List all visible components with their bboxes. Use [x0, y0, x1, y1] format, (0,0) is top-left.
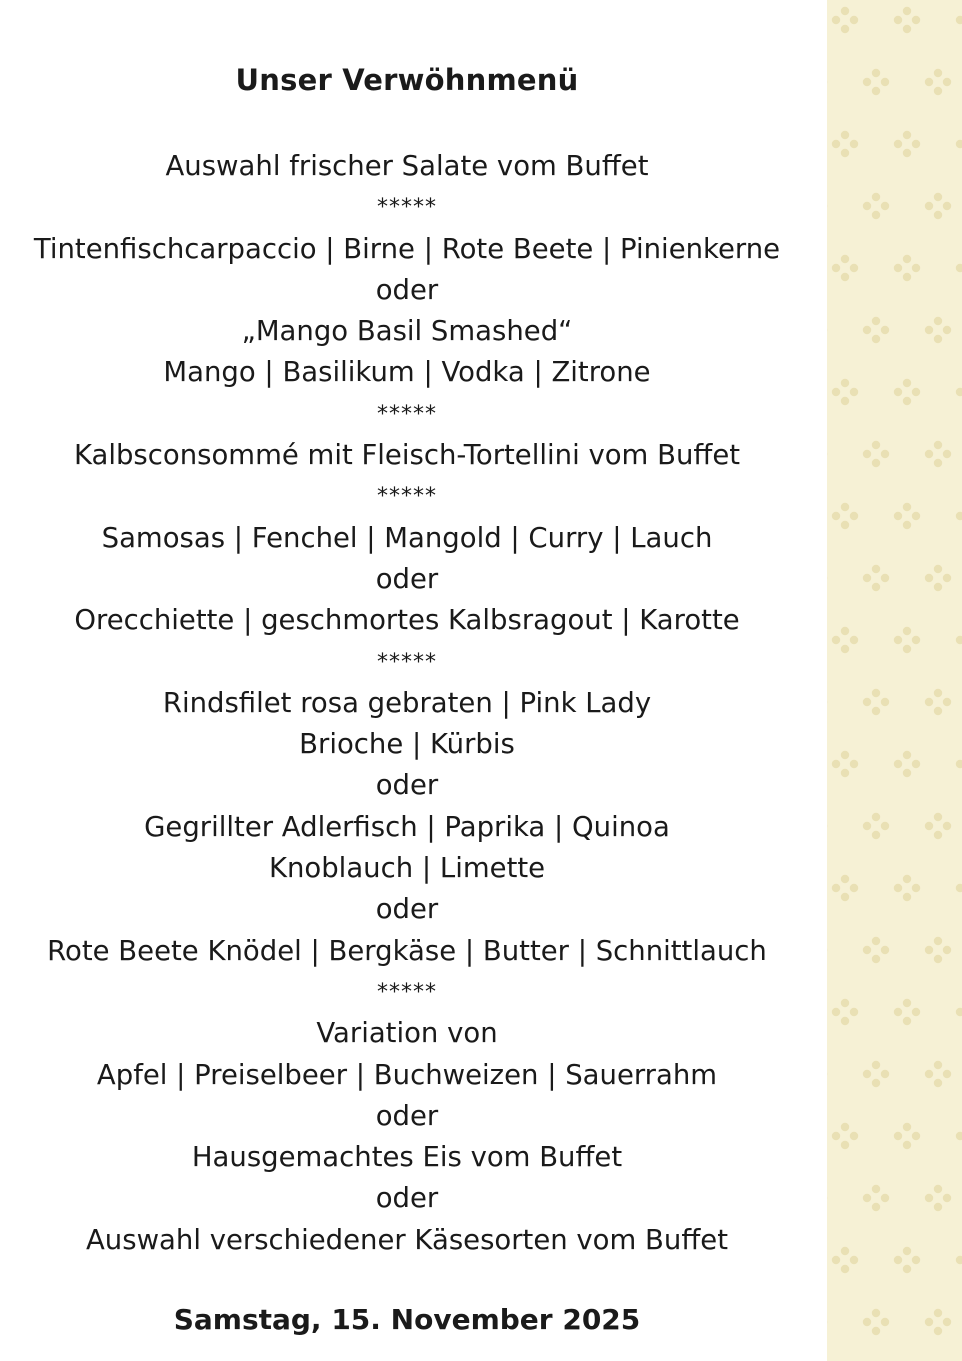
menu-line: Kalbsconsommé mit Fleisch-Tortellini vom Buffet — [73, 439, 741, 472]
pattern-dot — [894, 16, 902, 24]
pattern-dot — [934, 1185, 942, 1193]
pattern-dot — [832, 512, 840, 520]
pattern-dot — [903, 751, 911, 759]
menu-line: Mango | Basilikum | Vodka | Zitrone — [163, 356, 651, 389]
pattern-dot — [863, 326, 871, 334]
pattern-dot — [943, 202, 951, 210]
pattern-dot — [850, 884, 858, 892]
pattern-dot — [832, 636, 840, 644]
pattern-dot — [872, 1309, 880, 1317]
pattern-dot — [894, 636, 902, 644]
pattern-dot — [943, 822, 951, 830]
pattern-dot — [925, 946, 933, 954]
pattern-dot — [894, 388, 902, 396]
pattern-dot — [872, 69, 880, 77]
pattern-dot — [881, 946, 889, 954]
pattern-dot — [850, 140, 858, 148]
pattern-dot — [841, 1141, 849, 1149]
pattern-dot — [912, 388, 920, 396]
pattern-dot — [956, 1132, 962, 1140]
pattern-dot — [832, 16, 840, 24]
pattern-dot — [925, 698, 933, 706]
menu-line: Apfel | Preiselbeer | Buchweizen | Sauerrahm — [96, 1058, 718, 1091]
course-separator: ***** — [377, 195, 437, 221]
pattern-dot — [850, 512, 858, 520]
pattern-dot — [934, 955, 942, 963]
pattern-dot — [943, 574, 951, 582]
pattern-dot — [841, 131, 849, 139]
pattern-dot — [934, 689, 942, 697]
pattern-dot — [872, 87, 880, 95]
pattern-dot — [903, 1123, 911, 1131]
pattern-dot — [934, 1061, 942, 1069]
pattern-dot — [943, 1318, 951, 1326]
pattern-dot — [872, 211, 880, 219]
pattern-dot — [943, 326, 951, 334]
pattern-dot — [863, 78, 871, 86]
course-separator: ***** — [377, 649, 437, 675]
pattern-dot — [863, 946, 871, 954]
pattern-dot — [934, 1309, 942, 1317]
decorative-pattern-strip — [827, 0, 962, 1361]
pattern-dot — [903, 893, 911, 901]
menu-line: Hausgemachtes Eis vom Buffet — [191, 1141, 623, 1174]
pattern-dot — [872, 335, 880, 343]
pattern-dot — [863, 698, 871, 706]
pattern-dot — [934, 565, 942, 573]
pattern-dot — [925, 1318, 933, 1326]
pattern-dot — [912, 1256, 920, 1264]
course-separator: ***** — [377, 979, 437, 1005]
pattern-dot — [956, 884, 962, 892]
pattern-dot — [841, 379, 849, 387]
pattern-dot — [841, 1247, 849, 1255]
pattern-dot — [903, 1265, 911, 1273]
pattern-dot — [903, 397, 911, 405]
pattern-dot — [894, 884, 902, 892]
pattern-dot — [912, 264, 920, 272]
pattern-dot — [841, 769, 849, 777]
pattern-dot — [841, 893, 849, 901]
pattern-dot — [956, 636, 962, 644]
alternative-divider: oder — [375, 273, 439, 306]
pattern-dot — [872, 831, 880, 839]
pattern-dot — [872, 937, 880, 945]
pattern-dot — [912, 884, 920, 892]
pattern-dot — [956, 16, 962, 24]
pattern-dot — [925, 1194, 933, 1202]
pattern-dot — [872, 193, 880, 201]
pattern-dot — [903, 1141, 911, 1149]
pattern-dot — [872, 689, 880, 697]
pattern-dot — [903, 25, 911, 33]
pattern-dot — [881, 1194, 889, 1202]
pattern-dot — [881, 698, 889, 706]
pattern-dot — [841, 751, 849, 759]
pattern-dot — [872, 565, 880, 573]
pattern-dot — [903, 627, 911, 635]
pattern-dot — [943, 698, 951, 706]
pattern-dot — [934, 1079, 942, 1087]
pattern-dot — [934, 831, 942, 839]
pattern-dot — [903, 1247, 911, 1255]
pattern-dot — [841, 255, 849, 263]
pattern-dot — [894, 264, 902, 272]
pattern-dot — [912, 16, 920, 24]
pattern-dot — [872, 1079, 880, 1087]
pattern-dot — [894, 1132, 902, 1140]
alternative-divider: oder — [375, 1099, 439, 1132]
menu-items — [0, 146, 814, 1261]
pattern-dot — [872, 317, 880, 325]
pattern-dot — [903, 149, 911, 157]
pattern-dot — [881, 822, 889, 830]
pattern-dot — [934, 193, 942, 201]
pattern-dot — [934, 707, 942, 715]
pattern-dot — [841, 1123, 849, 1131]
pattern-dot — [881, 202, 889, 210]
pattern-dot — [934, 317, 942, 325]
pattern-dot — [872, 1203, 880, 1211]
alternative-divider: oder — [375, 1182, 439, 1215]
menu-line: Auswahl verschiedener Käsesorten vom Buffet — [86, 1223, 728, 1256]
pattern-dot — [912, 140, 920, 148]
pattern-dot — [912, 512, 920, 520]
pattern-dot — [903, 379, 911, 387]
pattern-dot — [841, 25, 849, 33]
pattern-dot — [872, 1061, 880, 1069]
menu-title: Unser Verwöhnmenü — [235, 63, 579, 97]
pattern-dot — [872, 813, 880, 821]
course-separator: ***** — [377, 484, 437, 510]
course-separator: ***** — [377, 401, 437, 427]
pattern-dot — [841, 397, 849, 405]
alternative-divider: oder — [375, 562, 439, 595]
pattern-dot — [841, 521, 849, 529]
pattern-dot — [925, 574, 933, 582]
pattern-dot — [832, 1008, 840, 1016]
pattern-dot — [925, 450, 933, 458]
pattern-dot — [925, 202, 933, 210]
pattern-dot — [832, 1132, 840, 1140]
pattern-dot — [956, 512, 962, 520]
menu-line: Knoblauch | Limette — [268, 852, 546, 885]
pattern-dot — [881, 574, 889, 582]
pattern-dot — [903, 273, 911, 281]
pattern-dot — [956, 760, 962, 768]
pattern-dot — [903, 769, 911, 777]
pattern-dot — [841, 503, 849, 511]
pattern-dot — [903, 7, 911, 15]
pattern-dot — [863, 450, 871, 458]
pattern-dot — [894, 512, 902, 520]
pattern-dot — [832, 884, 840, 892]
pattern-dot — [925, 1070, 933, 1078]
pattern-dot — [841, 999, 849, 1007]
pattern-dot — [863, 822, 871, 830]
pattern-dot — [841, 1265, 849, 1273]
pattern-dot — [863, 574, 871, 582]
pattern-dot — [934, 937, 942, 945]
pattern-dot — [863, 1194, 871, 1202]
menu-date: Samstag, 15. November 2025 — [173, 1303, 641, 1336]
pattern-dot — [841, 627, 849, 635]
alternative-divider: oder — [375, 893, 439, 926]
pattern-dot — [956, 140, 962, 148]
menu-line: „Mango Basil Smashed“ — [241, 315, 573, 348]
pattern-dot — [881, 450, 889, 458]
pattern-dot — [934, 335, 942, 343]
pattern-dot — [850, 1256, 858, 1264]
pattern-dot — [934, 459, 942, 467]
menu-line: Samosas | Fenchel | Mangold | Curry | Lauch — [101, 521, 713, 554]
pattern-dot — [934, 1327, 942, 1335]
pattern-dot — [903, 1017, 911, 1025]
pattern-dot — [832, 140, 840, 148]
menu-line: Rote Beete Knödel | Bergkäse | Butter | Schnittlauch — [47, 934, 767, 967]
pattern-dot — [841, 149, 849, 157]
menu-line: Gegrillter Adlerfisch | Paprika | Quinoa — [144, 810, 670, 843]
pattern-dot — [934, 813, 942, 821]
pattern-dot — [912, 1132, 920, 1140]
pattern-dot — [894, 760, 902, 768]
pattern-dot — [881, 1070, 889, 1078]
pattern-dot — [903, 999, 911, 1007]
pattern-dot — [903, 131, 911, 139]
pattern-dot — [881, 1318, 889, 1326]
pattern-dot — [850, 1008, 858, 1016]
pattern-dot — [912, 1008, 920, 1016]
pattern-dot — [934, 583, 942, 591]
pattern-dot — [903, 645, 911, 653]
pattern-dot — [832, 264, 840, 272]
pattern-dot — [832, 388, 840, 396]
pattern-dot — [841, 7, 849, 15]
pattern-dot — [956, 1256, 962, 1264]
pattern-dot — [872, 459, 880, 467]
pattern-dot — [894, 140, 902, 148]
pattern-dot — [841, 875, 849, 883]
pattern-dot — [881, 326, 889, 334]
pattern-dot — [925, 326, 933, 334]
pattern-dot — [863, 1070, 871, 1078]
pattern-dot — [943, 1194, 951, 1202]
pattern-dot — [903, 521, 911, 529]
pattern-dot — [841, 1017, 849, 1025]
menu-line: Variation von — [316, 1017, 498, 1050]
menu-line: Brioche | Kürbis — [299, 728, 515, 761]
pattern-dot — [956, 264, 962, 272]
pattern-dot — [912, 636, 920, 644]
pattern-dot — [850, 760, 858, 768]
pattern-dot — [956, 388, 962, 396]
menu-line: Rindsfilet rosa gebraten | Pink Lady — [162, 686, 652, 719]
menu-line: Orecchiette | geschmortes Kalbsragout | Karotte — [74, 604, 740, 637]
pattern-dot — [881, 78, 889, 86]
pattern-dot — [872, 1185, 880, 1193]
pattern-dot — [850, 264, 858, 272]
pattern-dot — [934, 69, 942, 77]
pattern-dot — [903, 875, 911, 883]
pattern-dot — [863, 1318, 871, 1326]
pattern-dot — [841, 645, 849, 653]
pattern-dot — [934, 87, 942, 95]
pattern-dot — [850, 16, 858, 24]
pattern-dot — [903, 503, 911, 511]
pattern-dot — [903, 255, 911, 263]
pattern-dot — [850, 1132, 858, 1140]
pattern-dot — [841, 273, 849, 281]
pattern-dot — [872, 1327, 880, 1335]
menu-line: Auswahl frischer Salate vom Buffet — [165, 150, 649, 182]
pattern-dot — [894, 1008, 902, 1016]
pattern-dot — [863, 202, 871, 210]
pattern-dot — [934, 1203, 942, 1211]
pattern-dot — [925, 822, 933, 830]
pattern-dot — [943, 946, 951, 954]
pattern-dot — [956, 1008, 962, 1016]
pattern-dot — [832, 1256, 840, 1264]
pattern-dot — [894, 1256, 902, 1264]
pattern-dot — [943, 450, 951, 458]
pattern-dot — [934, 211, 942, 219]
alternative-divider: oder — [375, 769, 439, 802]
pattern-dot — [943, 78, 951, 86]
pattern-dot — [925, 78, 933, 86]
menu-line: Tintenfischcarpaccio | Birne | Rote Beete | Pinienkerne — [33, 232, 781, 265]
pattern-dot — [872, 955, 880, 963]
pattern-dot — [832, 760, 840, 768]
pattern-dot — [850, 388, 858, 396]
pattern-dot — [872, 441, 880, 449]
dot-pattern — [827, 0, 962, 1361]
pattern-dot — [872, 707, 880, 715]
pattern-dot — [912, 760, 920, 768]
pattern-dot — [943, 1070, 951, 1078]
pattern-dot — [850, 636, 858, 644]
pattern-dot — [934, 441, 942, 449]
pattern-dot — [872, 583, 880, 591]
